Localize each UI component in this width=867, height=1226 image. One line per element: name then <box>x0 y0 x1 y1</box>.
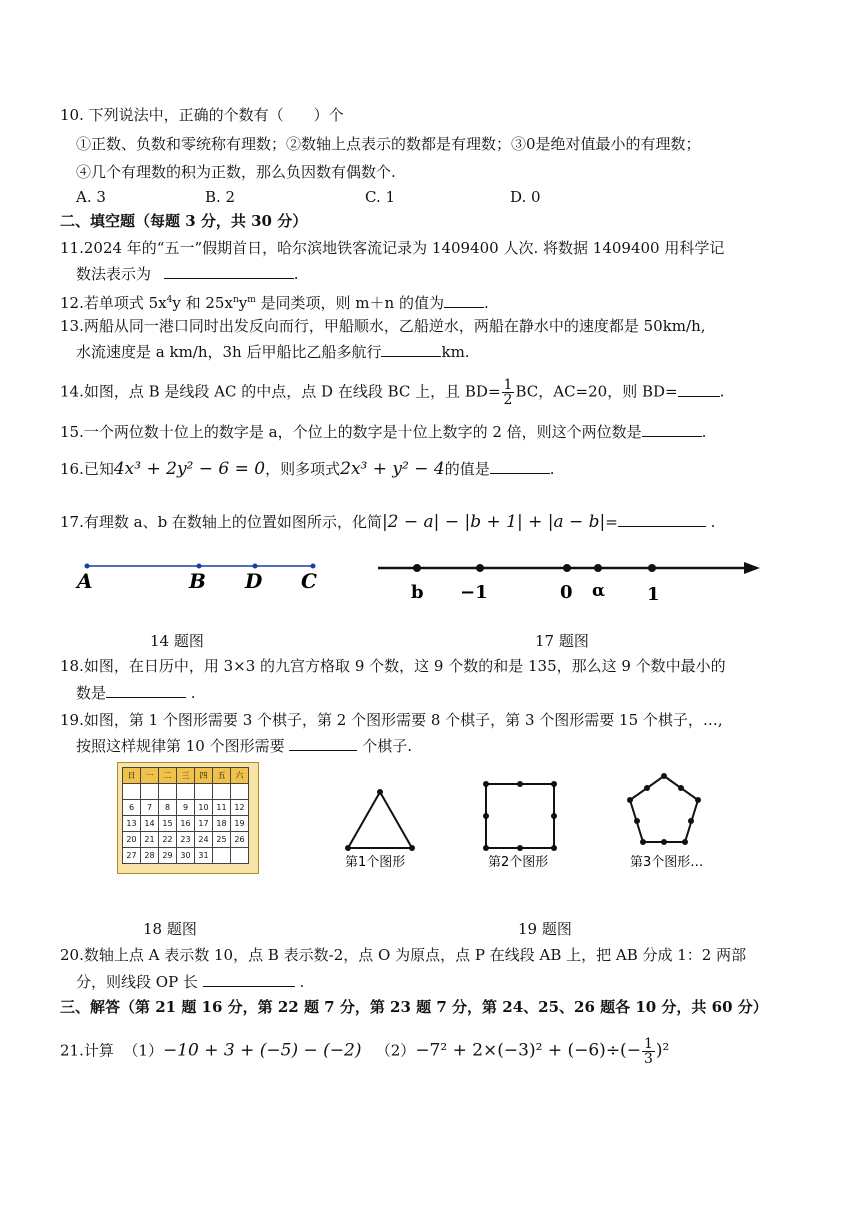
q18-line2: 数是 . <box>76 684 196 702</box>
fig14-point-b: B <box>189 569 206 593</box>
q15-line: 15.一个两位数十位上的数字是 a，个位上的数字是十位上数字的 2 倍，则这个两位数是 . <box>60 423 707 441</box>
q16-polynomial: 2x³ + y² − 4 <box>340 459 445 479</box>
fig18-caption: 18 题图 <box>143 920 197 938</box>
q10-stem: 10. 下列说法中，正确的个数有（ ）个 <box>60 106 344 124</box>
q16-line: 16.已知4x³ + 2y² − 6 = 0，则多项式2x³ + y² − 4的值是 . <box>60 459 555 479</box>
q10-option-a: A. 3 <box>76 188 106 206</box>
fig19-label-1: 第1个图形 <box>345 855 406 870</box>
fig19-shapes <box>340 770 740 880</box>
section-2-heading: 二、填空题（每题 3 分，共 30 分） <box>60 212 308 230</box>
q21-expression-1: −10 + 3 + (−5) − (−2) <box>162 1040 362 1061</box>
q12-blank[interactable] <box>444 293 484 308</box>
q19-line1: 19.如图，第 1 个图形需要 3 个棋子，第 2 个图形需要 8 个棋子，第 3 个图形需要 15 个棋子，…, <box>60 711 723 729</box>
fig19-label-3: 第3个图形… <box>630 855 704 870</box>
q17-blank[interactable] <box>618 512 706 527</box>
q21-expression-2: −7² + 2×(−3)² + (−6)÷(− <box>415 1040 641 1061</box>
q20-blank[interactable] <box>203 972 295 987</box>
fig17-label-neg1: −1 <box>460 582 488 603</box>
q20-line1: 20.数轴上点 A 表示数 10，点 B 表示数-2，点 O 为原点，点 P 在线段 AB 上，把 AB 分成 1：2 两部 <box>60 946 747 964</box>
fig17-label-0: 0 <box>560 582 573 603</box>
q11-line2 <box>76 264 299 284</box>
q15-blank[interactable] <box>642 422 702 437</box>
q20-line2: 分，则线段 OP 长 . <box>76 973 305 991</box>
fig14-segment <box>75 550 335 600</box>
q18-blank[interactable] <box>106 683 186 698</box>
q18-line1: 18.如图，在日历中，用 3×3 的九宫方格取 9 个数，这 9 个数的和是 135，那么这 9 个数中最小的 <box>60 657 726 675</box>
q16-equation: 4x³ + 2y² − 6 = 0 <box>113 459 266 479</box>
fig17-caption: 17 题图 <box>535 632 589 650</box>
fig17-label-a: α <box>592 581 606 601</box>
fig18-calendar: 日 一 二 三 四 五 六 6 7 8 9 10 11 12 13 14 15 16 17 18 19 20 21 22 23 24 25 26 27 28 29 30 31 <box>117 762 259 874</box>
fig14-caption: 14 题图 <box>150 632 204 650</box>
q11-text: 数法表示为 <box>76 265 152 283</box>
fig19-label-2: 第2个图形 <box>488 855 549 870</box>
q21-fraction: $\frac{1}{3}$ <box>643 1036 653 1067</box>
q10-option-b: B. 2 <box>205 188 236 206</box>
fig19-caption: 19 题图 <box>518 920 572 938</box>
q10-line2: ④几个有理数的积为正数，那么负因数有偶数个. <box>76 163 396 181</box>
fig14-point-c: C <box>301 569 317 593</box>
q12-line: 12.若单项式 $5x^4y$ 和 $25x^ny^m$ 是同类项，则 m＋n 的值为 . <box>60 294 489 312</box>
arrow-right-icon <box>744 562 760 574</box>
fig17-label-1: 1 <box>647 584 660 605</box>
section-3-heading: 三、解答（第 21 题 16 分，第 22 题 7 分，第 23 题 7 分，第 24、25、26 题各 10 分，共 60 分） <box>60 998 768 1016</box>
fig17-number-line <box>370 552 770 608</box>
q14-blank[interactable] <box>678 382 720 397</box>
q14-line: 14.如图，点 B 是线段 AC 的中点，点 D 在线段 BC 上，且 BD= $\frac{1}{2}$ BC，AC=20，则 BD= . <box>60 377 725 408</box>
q19-line2: 按照这样规律第 10 个图形需要 个棋子. <box>76 737 412 755</box>
q11-blank[interactable] <box>164 264 294 279</box>
q10-line1: ①正数、负数和零统称有理数；②数轴上点表示的数都是有理数；③0是绝对值最小的有理数； <box>76 135 701 153</box>
q19-blank[interactable] <box>289 736 357 751</box>
q16-blank[interactable] <box>490 459 550 474</box>
square-shape <box>486 784 554 848</box>
q13-line2: 水流速度是 a km/h，3h 后甲船比乙船多航行 km. <box>76 343 470 361</box>
triangle-shape <box>348 792 412 848</box>
q11-end: . <box>293 265 299 283</box>
pentagon-shape <box>630 776 698 842</box>
q10-option-c: C. 1 <box>365 188 396 206</box>
fig14-point-a: A <box>77 569 93 593</box>
q13-line1: 13.两船从同一港口同时出发反向而行，甲船顺水，乙船逆水，两船在静水中的速度都是 50km/h, <box>60 317 706 335</box>
fig17-label-b: b <box>411 582 424 603</box>
q14-fraction: $\frac{1}{2}$ <box>503 377 513 408</box>
q17-line: 17.有理数 a、b 在数轴上的位置如图所示，化简|2 − a| − |b + 1| + |a − b|= . <box>60 512 716 532</box>
q10-option-d: D. 0 <box>510 188 541 206</box>
fig14-point-d: D <box>245 569 263 593</box>
q17-expression: |2 − a| − |b + 1| + |a − b| <box>381 512 606 532</box>
q21-line: 21.计算 （1）−10 + 3 + (−5) − (−2) （2）−7² + 2×(−3)² + (−6)÷(− $\frac{1}{3}$ )² <box>60 1036 670 1067</box>
q11-line1: 11.2024 年的“五一”假期首日，哈尔滨地铁客流记录为 1409400 人次. 将数据 1409400 用科学记 <box>60 239 725 257</box>
q13-blank[interactable] <box>381 342 441 357</box>
